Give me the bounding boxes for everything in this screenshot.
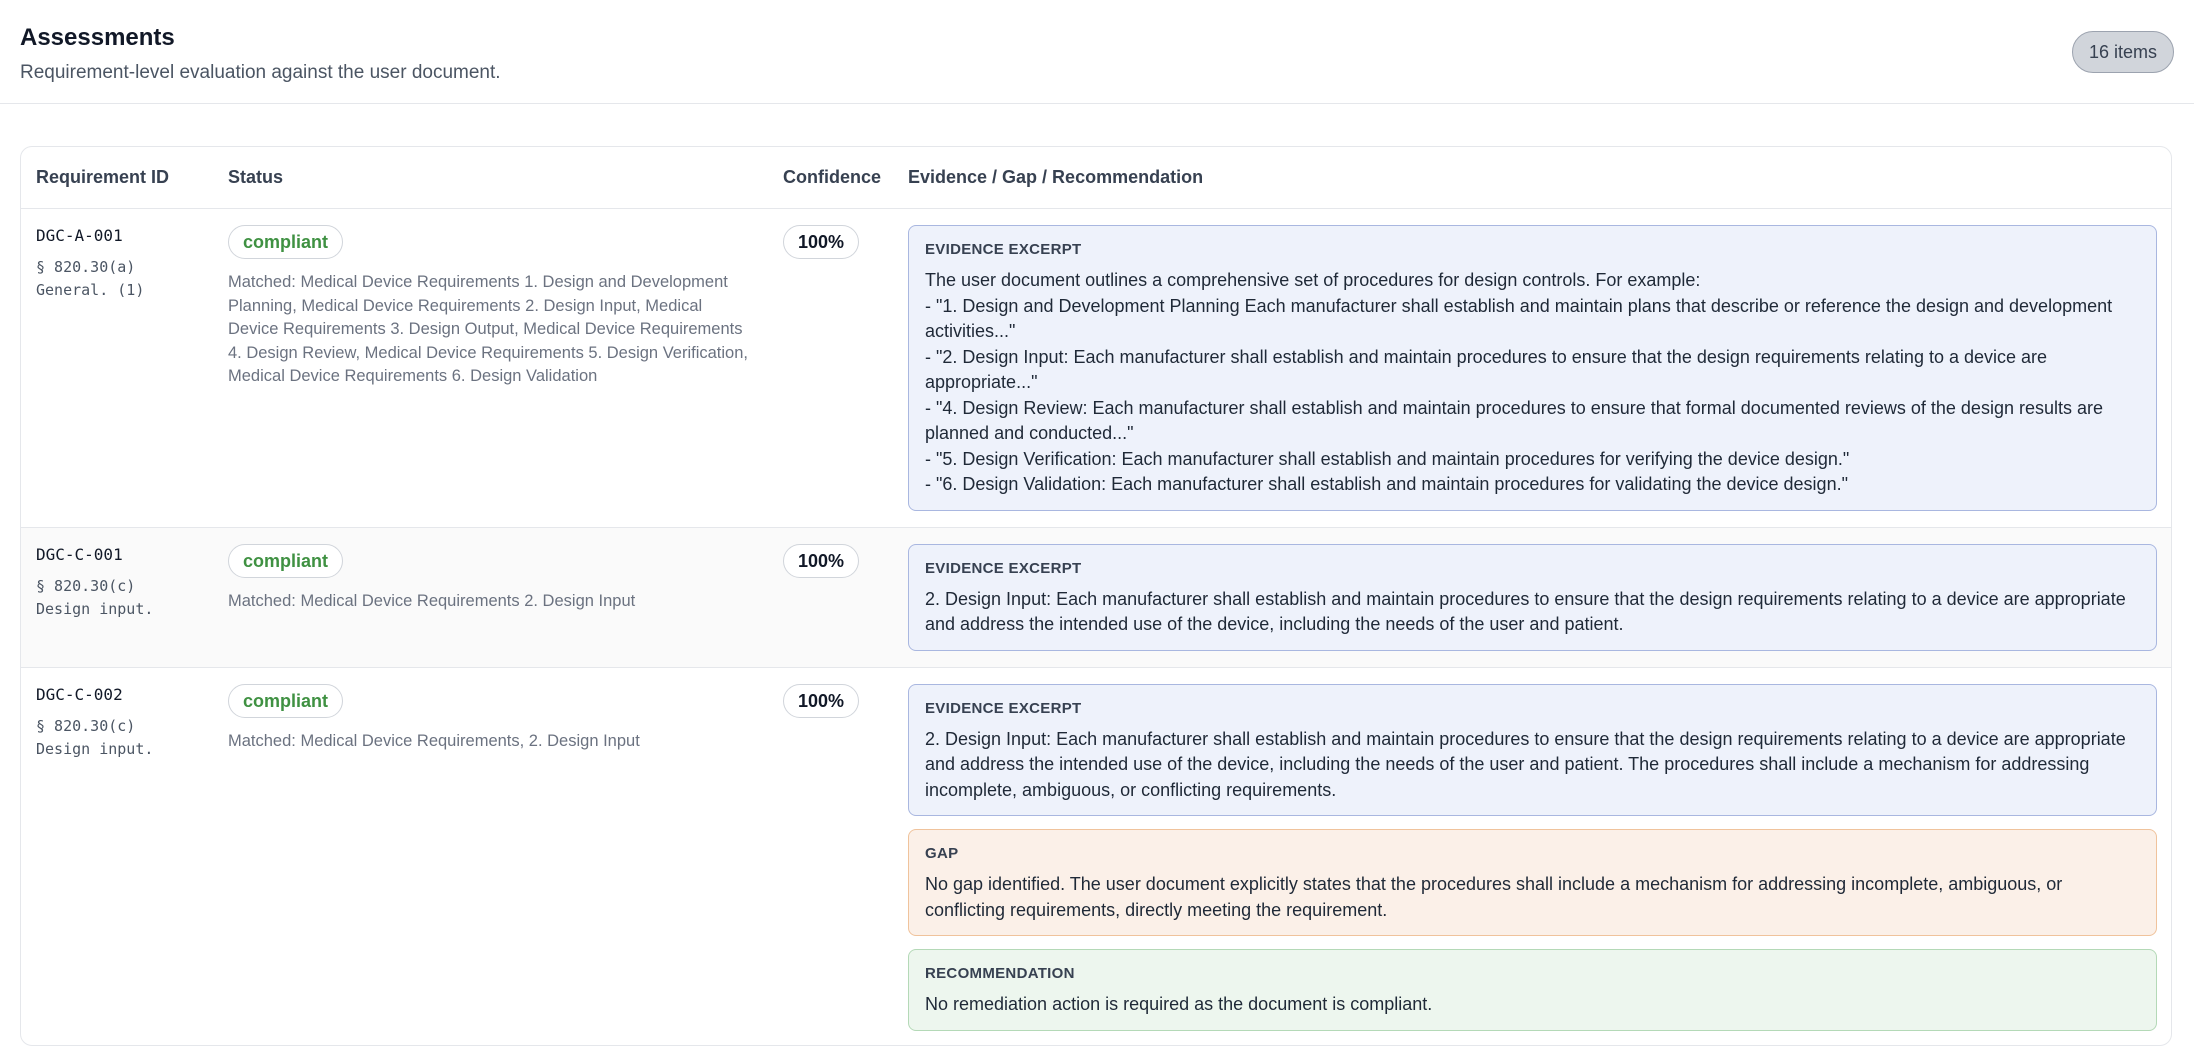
table-header bbox=[21, 147, 2171, 209]
recommendation-label: RECOMMENDATION bbox=[925, 964, 2140, 984]
confidence-cell bbox=[768, 668, 893, 718]
status-cell bbox=[213, 209, 768, 389]
evidence-text: 2. Design Input: Each manufacturer shall establish and maintain procedures to ensure that the design requirements relating to a device are appropriate and address the intended use of the device, including the needs of the user and patient. The procedures shall include a mechanism for addressing incomplete, ambiguous, or conflicting requirements. bbox=[925, 727, 2140, 804]
status-cell bbox=[213, 668, 768, 754]
requirement-id: DGC-C-002 bbox=[36, 684, 213, 706]
requirement-id: DGC-C-001 bbox=[36, 544, 213, 566]
requirement-reference: § 820.30(c) Design input. bbox=[36, 575, 213, 621]
assessments-table bbox=[20, 146, 2172, 1046]
confidence-badge: 100% bbox=[783, 684, 859, 718]
page-header bbox=[0, 0, 2194, 104]
column-header-requirement-id: Requirement ID bbox=[21, 167, 213, 188]
evidence-excerpt-box bbox=[908, 684, 2157, 817]
evidence-text: 2. Design Input: Each manufacturer shall establish and maintain procedures to ensure that the design requirements relating to a device are appropriate and address the intended use of the device, including the needs of the user and patient. bbox=[925, 587, 2140, 638]
table-row bbox=[21, 528, 2171, 668]
page-subtitle: Requirement-level evaluation against the user document. bbox=[20, 60, 2174, 86]
gap-box bbox=[908, 829, 2157, 936]
requirement-cell bbox=[21, 668, 213, 761]
status-badge: compliant bbox=[228, 225, 343, 259]
evidence-label: EVIDENCE EXCERPT bbox=[925, 699, 2140, 719]
evidence-excerpt-box bbox=[908, 225, 2157, 511]
gap-label: GAP bbox=[925, 844, 2140, 864]
evidence-text: The user document outlines a comprehensive set of procedures for design controls. For example: - "1. Design and Development Planning Each manufacturer shall establish and maintain plans that describe or reference the design and development activities..." - "2. Design Input: Each manufacturer shall establish and maintain procedures to ensure that the design requirements relating to a device are appropriate..." - "4. Design Review: Each manufacturer shall establish and maintain procedures to ensure that formal documented reviews of the design results are planned and conducted..." - "5. Design Verification: Each manufacturer shall establish and maintain procedures for verifying the device design." - "6. Design Validation: Each manufacturer shall establish and maintain procedures for validating the device design." bbox=[925, 268, 2140, 498]
column-header-status: Status bbox=[213, 167, 768, 188]
recommendation-box bbox=[908, 949, 2157, 1031]
matched-sections: Matched: Medical Device Requirements, 2. Design Input bbox=[228, 730, 748, 754]
evidence-cell bbox=[893, 209, 2171, 527]
status-badge: compliant bbox=[228, 684, 343, 718]
requirement-reference: § 820.30(c) Design input. bbox=[36, 715, 213, 761]
evidence-excerpt-box bbox=[908, 544, 2157, 651]
column-header-confidence: Confidence bbox=[768, 167, 893, 188]
evidence-cell bbox=[893, 528, 2171, 667]
item-count-badge: 16 items bbox=[2072, 31, 2174, 73]
status-cell bbox=[213, 528, 768, 614]
confidence-badge: 100% bbox=[783, 544, 859, 578]
requirement-cell bbox=[21, 528, 213, 621]
evidence-cell bbox=[893, 668, 2171, 1046]
evidence-label: EVIDENCE EXCERPT bbox=[925, 240, 2140, 260]
table-row bbox=[21, 668, 2171, 1046]
matched-sections: Matched: Medical Device Requirements 2. Design Input bbox=[228, 590, 748, 614]
matched-sections: Matched: Medical Device Requirements 1. Design and Development Planning, Medical Device Requirements 2. Design Input, Medical Device Requirements 3. Design Output, Medical Device Requirements 4. Design Review, Medical Device Requirements 5. Design Verification, Medical Device Requirements 6. Design Validation bbox=[228, 271, 748, 389]
requirement-id: DGC-A-001 bbox=[36, 225, 213, 247]
status-badge: compliant bbox=[228, 544, 343, 578]
page-title: Assessments bbox=[20, 22, 2174, 54]
table-row bbox=[21, 209, 2171, 528]
confidence-cell bbox=[768, 528, 893, 578]
evidence-label: EVIDENCE EXCERPT bbox=[925, 559, 2140, 579]
requirement-cell bbox=[21, 209, 213, 302]
confidence-cell bbox=[768, 209, 893, 259]
gap-text: No gap identified. The user document explicitly states that the procedures shall include a mechanism for addressing incomplete, ambiguous, or conflicting requirements, directly meeting the requirement. bbox=[925, 872, 2140, 923]
requirement-reference: § 820.30(a) General. (1) bbox=[36, 256, 213, 302]
recommendation-text: No remediation action is required as the document is compliant. bbox=[925, 992, 2140, 1018]
column-header-evidence: Evidence / Gap / Recommendation bbox=[893, 167, 2171, 188]
confidence-badge: 100% bbox=[783, 225, 859, 259]
